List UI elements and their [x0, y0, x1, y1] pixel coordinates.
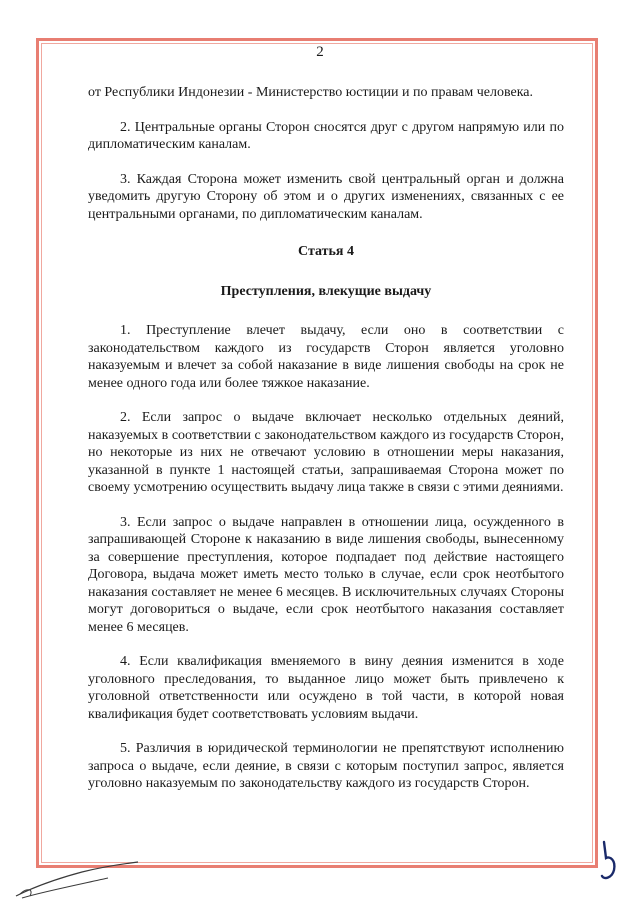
paragraph-continuation: от Республики Индонезии - Министерство юстиции и по правам человека.: [88, 85, 533, 100]
signature-mark: [12, 858, 142, 902]
article-paragraph-1: 1. Преступление влечет выдачу, если оно в соответствии с законодательством каждого из государств Сторон является уголовно наказуемым и влечет за собой наказание в виде лишения свободы на срок не менее одного года или более тяжкое наказание.: [88, 323, 564, 391]
article-paragraph-2: 2. Если запрос о выдаче включает несколько отдельных деяний, наказуемых в соответствии с законодательством каждого из государств Сторон, но некоторые из них не отвечают условию в отношении меры наказания, указанной в пункте 1 настоящей статьи, запрашиваемая Сторона может по своему усмотрению осуществить выдачу лица также в связи с этими деяниями.: [88, 410, 564, 495]
page-number: 2: [316, 44, 324, 60]
paragraph-3: 3. Каждая Сторона может изменить свой центральный орган и должна уведомить другую Сторону об этом и о других изменениях, связанных с ее центральными органами, по дипломатическим каналам.: [88, 171, 564, 222]
paragraph-2: 2. Центральные органы Сторон сносятся друг с другом напрямую или по дипломатическим каналам.: [88, 119, 564, 152]
article-title: Преступления, влекущие выдачу: [220, 283, 432, 299]
article-paragraph-5: 5. Различия в юридической терминологии не препятствуют исполнению запроса о выдаче, если деяние, в связи с которым поступил запрос, является уголовно наказуемым по законодательству каждого из государств Сторон.: [88, 741, 564, 791]
initial-mark: [596, 836, 624, 886]
article-heading: Статья 4: [298, 244, 354, 259]
document-body: [88, 84, 564, 810]
article-paragraph-3: 3. Если запрос о выдаче направлен в отношении лица, осужденного в запрашивающей Стороне к наказанию в виде лишения свободы, вынесенному за совершение преступления, которое подпадает под действие настоящего Договора, выдача может иметь место только в случае, если срок неотбытого наказания составляет не менее 6 месяцев. В исключительных случаях Стороны могут договориться о выдаче, если срок неотбытого наказания составляет менее 6 месяцев.: [88, 514, 564, 635]
article-paragraph-4: 4. Если квалификация вменяемого в вину деяния изменится в ходе уголовного преследования, то выданное лицо может быть привлечено к уголовной ответственности или осуждено в той части, в которой новая квалификация будет соответствовать условиям выдачи.: [88, 654, 564, 722]
